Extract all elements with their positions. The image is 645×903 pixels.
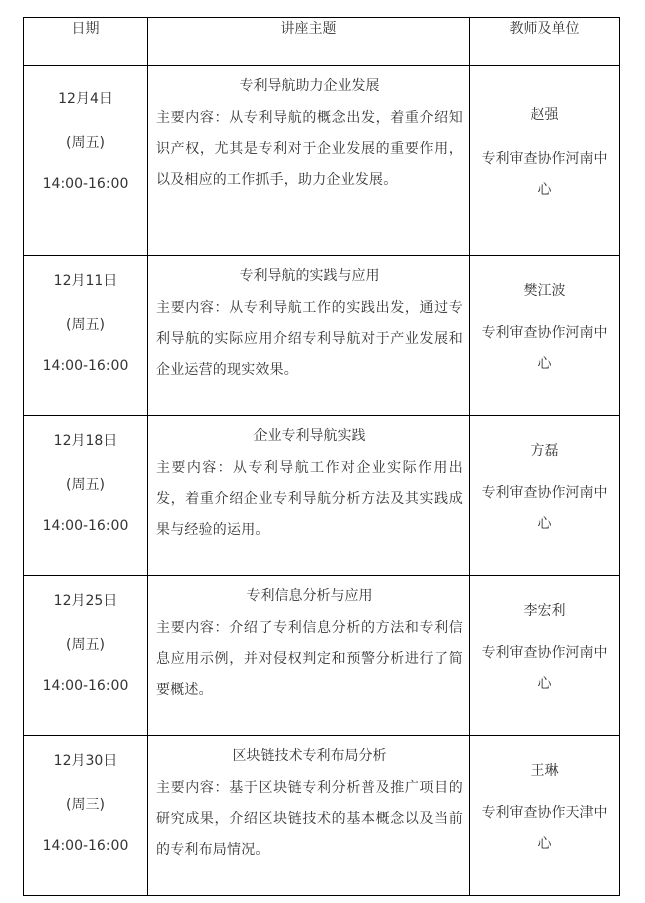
topic-cell bbox=[148, 66, 470, 256]
lecture-date: 12月25日 bbox=[53, 593, 118, 609]
teacher-unit: 专利审查协作河南中心 bbox=[481, 485, 608, 532]
lecture-date: 12月18日 bbox=[53, 433, 118, 449]
lecture-weekday: (周五) bbox=[66, 477, 105, 493]
table-row bbox=[24, 576, 620, 736]
lecture-description: 主要内容：基于区块链专利分析普及推广项目的研究成果，介绍区块链技术的基本概念以及当前的专利布局情况。 bbox=[156, 780, 463, 858]
date-cell bbox=[24, 736, 148, 896]
table-row bbox=[24, 66, 620, 256]
teacher-name: 王琳 bbox=[530, 763, 559, 779]
table-row bbox=[24, 736, 620, 896]
header-topic: 讲座主题 bbox=[148, 18, 470, 66]
lecture-description: 主要内容：从专利导航工作的实践出发，通过专利导航的实际应用介绍专利导航对于产业发展和企业运营的现实效果。 bbox=[156, 300, 463, 378]
lecture-schedule-table bbox=[23, 17, 620, 896]
lecture-time: 14:00-16:00 bbox=[42, 176, 129, 192]
lecture-title: 专利导航的实践与应用 bbox=[239, 268, 380, 284]
lecture-weekday: (周五) bbox=[66, 637, 105, 653]
lecture-time: 14:00-16:00 bbox=[42, 678, 129, 694]
lecture-weekday: (周五) bbox=[66, 317, 105, 333]
topic-cell bbox=[148, 736, 470, 896]
teacher-cell bbox=[470, 416, 620, 576]
teacher-cell bbox=[470, 576, 620, 736]
teacher-cell bbox=[470, 256, 620, 416]
lecture-date: 12月4日 bbox=[58, 91, 113, 107]
teacher-name: 赵强 bbox=[530, 107, 559, 123]
lecture-time: 14:00-16:00 bbox=[42, 518, 129, 534]
lecture-description: 主要内容：介绍了专利信息分析的方法和专利信息应用示例，并对侵权判定和预警分析进行了简要概述。 bbox=[156, 620, 463, 698]
teacher-cell bbox=[470, 736, 620, 896]
topic-cell bbox=[148, 576, 470, 736]
teacher-unit: 专利审查协作河南中心 bbox=[481, 325, 608, 372]
teacher-unit: 专利审查协作河南中心 bbox=[481, 151, 608, 198]
topic-cell bbox=[148, 256, 470, 416]
topic-cell bbox=[148, 416, 470, 576]
lecture-title: 企业专利导航实践 bbox=[253, 428, 366, 444]
header-date: 日期 bbox=[24, 18, 148, 66]
lecture-title: 专利导航助力企业发展 bbox=[239, 78, 380, 94]
lecture-weekday: (周三) bbox=[66, 797, 105, 813]
date-cell bbox=[24, 256, 148, 416]
lecture-date: 12月11日 bbox=[53, 273, 118, 289]
lecture-weekday: (周五) bbox=[66, 135, 105, 151]
date-cell bbox=[24, 576, 148, 736]
table-header-row bbox=[24, 18, 620, 66]
date-cell bbox=[24, 66, 148, 256]
teacher-unit: 专利审查协作天津中心 bbox=[481, 805, 608, 852]
lecture-time: 14:00-16:00 bbox=[42, 358, 129, 374]
teacher-name: 李宏利 bbox=[523, 603, 566, 619]
lecture-title: 区块链技术专利布局分析 bbox=[232, 748, 387, 764]
table-row bbox=[24, 256, 620, 416]
lecture-date: 12月30日 bbox=[53, 753, 118, 769]
table-row bbox=[24, 416, 620, 576]
lecture-time: 14:00-16:00 bbox=[42, 838, 129, 854]
lecture-description: 主要内容：从专利导航工作对企业实际作用出发，着重介绍企业专利导航分析方法及其实践成果与经验的运用。 bbox=[156, 460, 463, 538]
date-cell bbox=[24, 416, 148, 576]
teacher-name: 方磊 bbox=[530, 443, 559, 459]
teacher-name: 樊江波 bbox=[523, 283, 566, 299]
header-teacher: 教师及单位 bbox=[470, 18, 620, 66]
lecture-title: 专利信息分析与应用 bbox=[246, 588, 373, 604]
teacher-unit: 专利审查协作河南中心 bbox=[481, 645, 608, 692]
teacher-cell bbox=[470, 66, 620, 256]
lecture-description: 主要内容：从专利导航的概念出发，着重介绍知识产权，尤其是专利对于企业发展的重要作用，以及相应的工作抓手，助力企业发展。 bbox=[156, 110, 463, 188]
